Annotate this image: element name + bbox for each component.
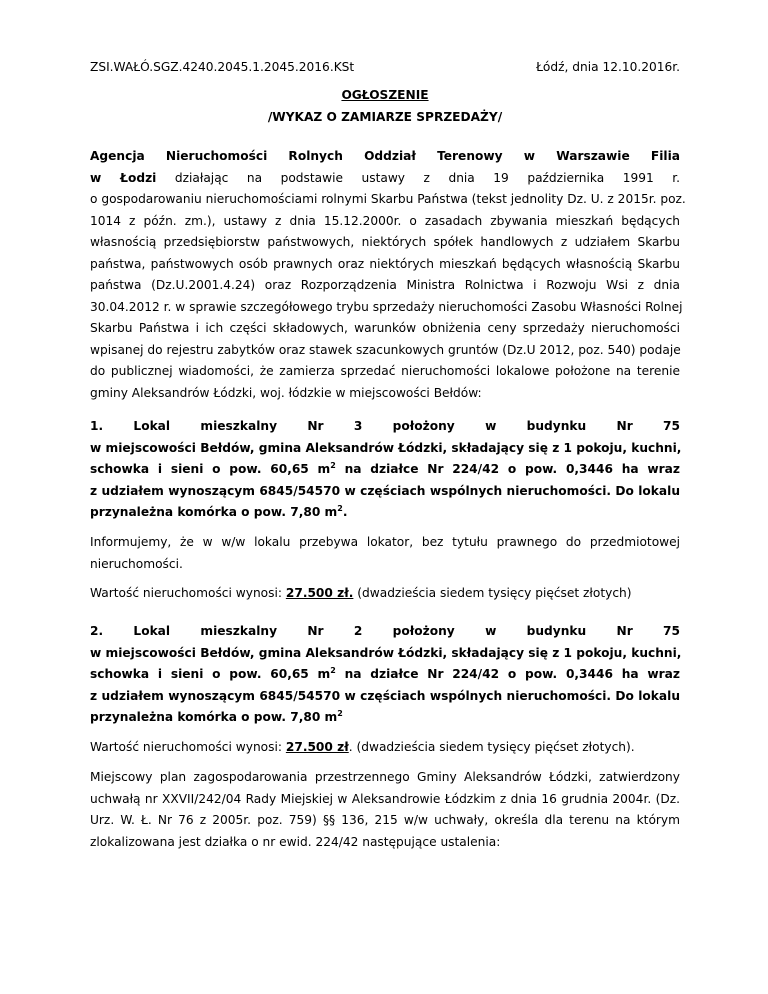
item-line: w miejscowości Bełdów, gmina Aleksandrów Łódzki, składający się z 1 pokoju, kuchni, (90, 440, 682, 455)
plan-line: Miejscowy plan zagospodarowania przestrzennego Gminy Aleksandrów Łódzki, zatwierdzony (90, 770, 680, 784)
intro-line: Skarbu Państwa i ich części składowych, warunków obniżenia ceny sprzedaży nieruchomości (90, 321, 680, 335)
intro-line: o gospodarowaniu nieruchomościami rolnymi Skarbu Państwa (tekst jednolity Dz. U. z 2015r. poz. (90, 192, 686, 206)
reference-number: ZSI.WAŁÓ.SGZ.4240.2045.1.2045.2016.KSt (90, 60, 355, 74)
item-line: przynależna komórka o pow. 7,80 $m^2$. (90, 504, 348, 519)
item-line: schowka i sieni o pow. 60,65 $m^2$ na działce Nr 224/42 o pow. 0,3446 ha wraz (90, 461, 680, 476)
intro-line: 1014 z późn. zm.), ustawy z dnia 15.12.2000r. o zasadach zbywania mieszkań będących (90, 213, 680, 228)
plan-line: zlokalizowana jest działka o nr ewid. 224/42 następujące ustalenia: (90, 834, 501, 849)
tenant-info (90, 532, 680, 575)
intro-line: do publicznej wiadomości, że zamierza sprzedać nieruchomości lokalowe położone na terenie (90, 364, 680, 378)
page-subtitle: /WYKAZ O ZAMIARZE SPRZEDAŻY/ (267, 110, 503, 124)
plan-line: uchwałą nr XXVII/242/04 Rady Miejskiej w Aleksandrowie Łódzkim z dnia 16 grudnia 2004r. (Dz. (90, 791, 680, 806)
plan-paragraph (90, 767, 680, 853)
page-title: OGŁOSZENIE (341, 88, 429, 102)
item-line: z udziałem wynoszącym 6845/54570 w częściach wspólnych nieruchomości. Do lokalu (90, 688, 680, 703)
property-item-1 (90, 416, 680, 524)
intro-line: gminy Aleksandrów Łódzki, woj. łódzkie w miejscowości Bełdów: (90, 385, 482, 400)
place-date: Łódź, dnia 12.10.2016r. (536, 60, 680, 74)
info-line: Informujemy, że w w/w lokalu przebywa lokator, bez tytułu prawnego do przedmiotowej (90, 535, 680, 549)
item-line: w miejscowości Bełdów, gmina Aleksandrów Łódzki, składający się z 1 pokoju, kuchni, (90, 645, 682, 660)
property-item-2 (90, 621, 680, 729)
item-line: z udziałem wynoszącym 6845/54570 w częściach wspólnych nieruchomości. Do lokalu (90, 483, 680, 498)
intro-line: państwa, państwowych osób prawnych oraz niektórych mieszkań będących własnością Skarbu (90, 256, 680, 271)
item-line: 2. Lokal mieszkalny Nr 2 położony w budynku Nr 75 (90, 624, 680, 638)
intro-paragraph (90, 146, 686, 404)
item-line: schowka i sieni o pow. 60,65 $m^2$ na działce Nr 224/42 o pow. 0,3446 ha wraz (90, 666, 680, 681)
item-line: 1. Lokal mieszkalny Nr 3 położony w budynku Nr 75 (90, 419, 680, 433)
item2-value: Wartość nieruchomości wynosi: 27.500 zł. (dwadzieścia siedem tysięcy pięćset złotych). (90, 740, 635, 754)
intro-line: własnością przedsiębiorstw państwowych, niektórych spółek handlowych z udziałem Skarbu (90, 235, 680, 249)
item1-value: Wartość nieruchomości wynosi: 27.500 zł. (dwadzieścia siedem tysięcy pięćset złotych) (90, 586, 632, 600)
intro-line: państwa (Dz.U.2001.4.24) oraz Rozporządzenia Ministra Rolnictwa i Rozwoju Wsi z dnia (90, 278, 680, 292)
intro-line: wpisanej do rejestru zabytków oraz stawek szacunkowych gruntów (Dz.U 2012, poz. 540) podaje (90, 342, 681, 357)
info-line: nieruchomości. (90, 556, 183, 571)
item-line: przynależna komórka o pow. 7,80 $m^2$ (90, 709, 343, 724)
plan-line: Urz. W. Ł. Nr 76 z 2005r. poz. 759) §§ 136, 215 w/w uchwały, określa dla terenu na którym (90, 813, 680, 827)
intro-line: 30.04.2012 r. w sprawie szczegółowego trybu sprzedaży nieruchomości Zasobu Własności Rolnej (90, 299, 683, 314)
intro-line: w Łodzi działając na podstawie ustawy z dnia 19 października 1991 r. (90, 170, 680, 185)
intro-line: Agencja Nieruchomości Rolnych Oddział Terenowy w Warszawie Filia (90, 149, 680, 163)
